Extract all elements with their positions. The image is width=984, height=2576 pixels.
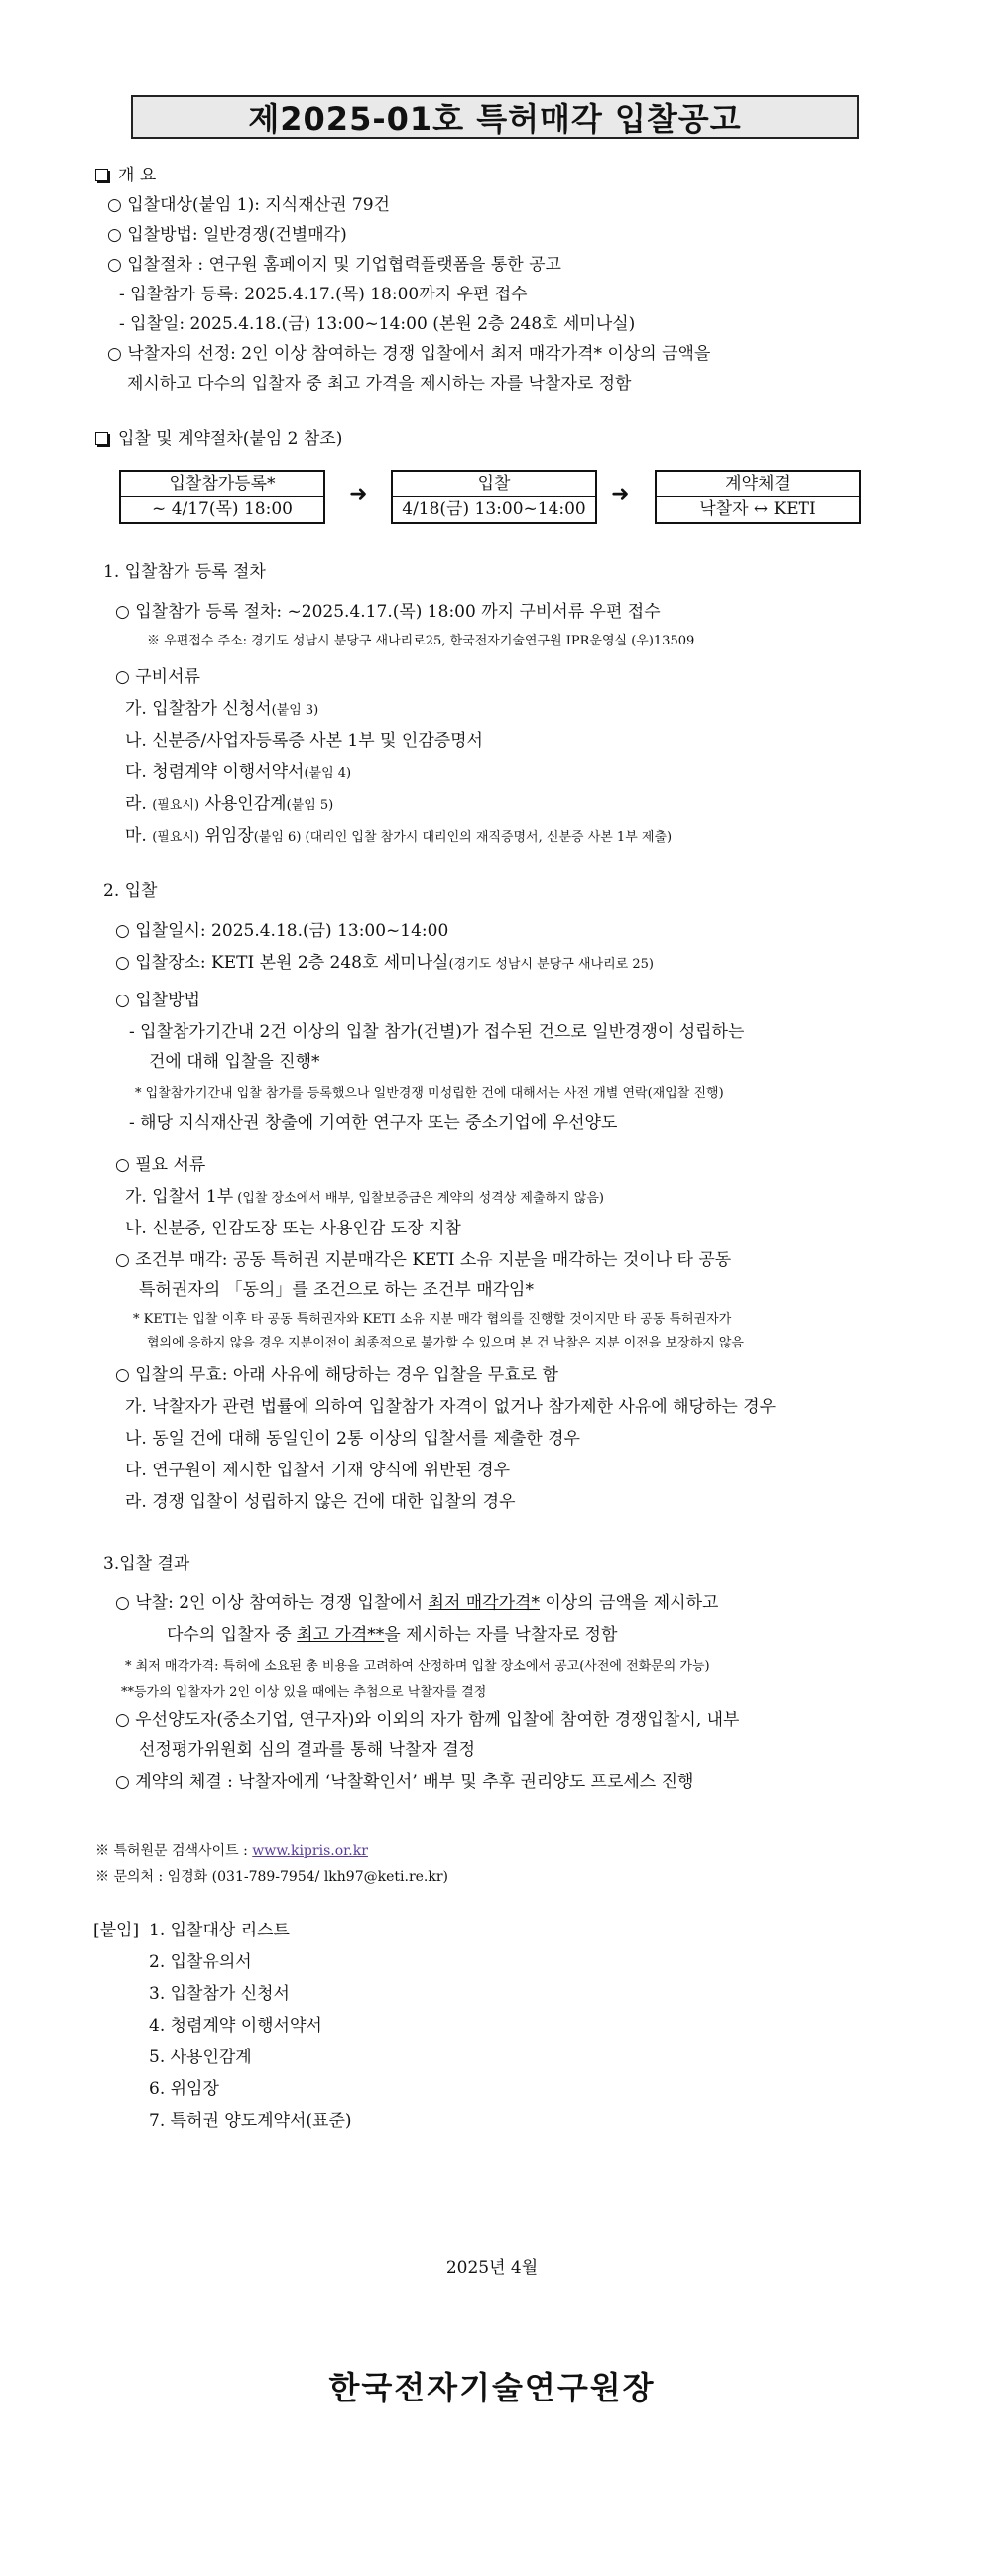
attachment-item: 3. 입찰참가 신청서	[149, 1984, 290, 2004]
section3-heading: 3.입찰 결과	[103, 1554, 190, 1574]
notice-date: 2025년 4월	[445, 2258, 539, 2278]
attachment-item: 7. 특허권 양도계약서(표준)	[149, 2111, 352, 2131]
section1-doc-item: 다. 청렴계약 이행서약서(붙임 4)	[125, 762, 352, 782]
flow-step-date: ~ 4/17(목) 18:00	[152, 499, 293, 519]
section1-registration: ○ 입찰참가 등록 절차: ~2025.4.17.(목) 18:00 까지 구비서류 우편 접수	[115, 602, 661, 622]
attachment-item: 4. 청렴계약 이행서약서	[149, 2016, 322, 2036]
section3-priority-1: ○ 우선양도자(중소기업, 연구자)와 이외의 자가 함께 입찰에 참여한 경쟁입찰시, 내부	[115, 1710, 740, 1730]
section1-docs-heading: ○ 구비서류	[115, 667, 200, 687]
overview-method: ○ 입찰방법: 일반경쟁(건별매각)	[107, 225, 347, 245]
arrow-right-icon: ➜	[349, 482, 368, 507]
overview-winner-line1: ○ 낙찰자의 선정: 2인 이상 참여하는 경쟁 입찰에서 최저 매각가격* 이상의 금액을	[107, 344, 711, 364]
overview-registration: - 입찰참가 등록: 2025.4.17.(목) 18:00까지 우편 접수	[119, 285, 528, 304]
section1-doc-item: 가. 입찰참가 신청서(붙임 3)	[125, 699, 319, 719]
section2-conditional-1: ○ 조건부 매각: 공동 특허권 지분매각은 KETI 소유 지분을 매각하는 것이나 타 공동	[115, 1250, 732, 1270]
section2-invalid-item: 나. 동일 건에 대해 동일인이 2통 이상의 입찰서를 제출한 경우	[125, 1429, 580, 1449]
patent-search-site: ※ 특허원문 검색사이트 : www.kipris.or.kr	[95, 1843, 368, 1859]
square-bullet-icon	[95, 169, 108, 181]
flow-step-title: 계약체결	[657, 472, 859, 497]
attachments-label: [붙임]	[93, 1921, 140, 1940]
section2-method-1: - 입찰참가기간내 2건 이상의 입찰 참가(건별)가 접수된 건으로 일반경쟁이 성립하는	[129, 1022, 745, 1042]
section2-invalid-item: 가. 낙찰자가 관련 법률에 의하여 입찰참가 자격이 없거나 참가제한 사유에 해당하는 경우	[125, 1397, 777, 1417]
attachment-item: 2. 입찰유의서	[149, 1952, 252, 1972]
section2-heading: 2. 입찰	[103, 881, 158, 901]
square-bullet-icon	[95, 432, 108, 445]
page-title: 제2025-01호 특허매각 입찰공고	[131, 95, 859, 139]
flow-step-date: 4/18(금) 13:00~14:00	[402, 499, 586, 519]
section2-date: ○ 입찰일시: 2025.4.18.(금) 13:00~14:00	[115, 921, 449, 941]
overview-bid-date: - 입찰일: 2025.4.18.(금) 13:00~14:00 (본원 2층 248호 세미나실)	[119, 314, 636, 334]
overview-procedure: ○ 입찰절차 : 연구원 홈페이지 및 기업협력플랫폼을 통한 공고	[107, 255, 561, 275]
section1-doc-item: 라. (필요시) 사용인감계(붙임 5)	[125, 794, 334, 814]
section2-docs-heading: ○ 필요 서류	[115, 1155, 206, 1175]
section3-priority-2: 선정평가위원회 심의 결과를 통해 낙찰자 결정	[139, 1740, 476, 1760]
issuing-organization: 한국전자기술연구원장	[328, 2369, 656, 2406]
section2-doc-2: 나. 신분증, 인감도장 또는 사용인감 도장 지참	[125, 1219, 461, 1238]
section3-result-2: 다수의 입찰자 중 최고 가격**을 제시하는 자를 낙찰자로 정함	[167, 1625, 618, 1645]
section2-invalid-item: 다. 연구원이 제시한 입찰서 기재 양식에 위반된 경우	[125, 1461, 511, 1480]
section2-conditional-note-1: * KETI는 입찰 이후 타 공동 특허권자와 KETI 소유 지분 매각 협의를 진행할 것이지만 타 공동 특허권자가	[133, 1312, 732, 1327]
section2-invalid-heading: ○ 입찰의 무효: 아래 사유에 해당하는 경우 입찰을 무효로 함	[115, 1365, 558, 1385]
flow-step-bid	[391, 470, 597, 524]
section3-note-2: **등가의 입찰자가 2인 이상 있을 때에는 추첨으로 낙찰자를 결정	[121, 1685, 487, 1699]
section2-method-note: * 입찰참가기간내 입찰 참가를 등록했으나 일반경쟁 미성립한 건에 대해서는 사전 개별 연락(재입찰 진행)	[135, 1086, 724, 1101]
section3-note-1: * 최저 매각가격: 특허에 소요된 총 비용을 고려하여 산정하며 입찰 장소에서 공고(사전에 전화문의 가능)	[125, 1659, 710, 1674]
flow-step-title: 입찰	[393, 472, 595, 497]
section1-heading: 1. 입찰참가 등록 절차	[103, 562, 266, 582]
overview-winner-line2: 제시하고 다수의 입찰자 중 최고 가격을 제시하는 자를 낙찰자로 정함	[127, 374, 632, 394]
attachment-item: 6. 위임장	[149, 2079, 219, 2099]
section2-conditional-2: 특허권자의 「동의」를 조건으로 하는 조건부 매각임*	[139, 1280, 534, 1300]
section2-conditional-note-2: 협의에 응하지 않을 경우 지분이전이 최종적으로 불가할 수 있으며 본 건 낙찰은 지분 이전을 보장하지 않음	[147, 1336, 744, 1350]
section3-result-1: ○ 낙찰: 2인 이상 참여하는 경쟁 입찰에서 최저 매각가격* 이상의 금액을 제시하고	[115, 1593, 719, 1613]
section1-doc-item: 마. (필요시) 위임장(붙임 6) (대리인 입찰 참가시 대리인의 재직증명서, 신분증 사본 1부 제출)	[125, 826, 673, 846]
flow-step-contract	[655, 470, 861, 524]
flow-step-title: 입찰참가등록*	[121, 472, 323, 497]
section1-doc-item: 나. 신분증/사업자등록증 사본 1부 및 인감증명서	[125, 731, 483, 751]
overview-target: ○ 입찰대상(붙임 1): 지식재산권 79건	[107, 195, 390, 215]
flow-step-parties: 낙찰자 ↔ KETI	[699, 499, 816, 519]
attachment-item: 1. 입찰대상 리스트	[149, 1921, 290, 1940]
section3-contract: ○ 계약의 체결 : 낙찰자에게 ‘낙찰확인서’ 배부 및 추후 권리양도 프로세스 진행	[115, 1772, 694, 1792]
kipris-link[interactable]: www.kipris.or.kr	[252, 1843, 368, 1859]
contact-info: ※ 문의처 : 임경화 (031-789-7954/ lkh97@keti.re.kr)	[95, 1869, 449, 1885]
flow-step-registration	[119, 470, 325, 524]
attachment-item: 5. 사용인감계	[149, 2048, 252, 2067]
section2-invalid-item: 라. 경쟁 입찰이 성립하지 않은 건에 대한 입찰의 경우	[125, 1492, 516, 1512]
section2-method-1b: 건에 대해 입찰을 진행*	[149, 1052, 320, 1072]
section2-method-heading: ○ 입찰방법	[115, 991, 200, 1010]
section2-method-2: - 해당 지식재산권 창출에 기여한 연구자 또는 중소기업에 우선양도	[129, 1113, 618, 1133]
section1-address: ※ 우편접수 주소: 경기도 성남시 분당구 새나리로25, 한국전자기술연구원 IPR운영실 (우)13509	[147, 634, 695, 648]
section2-doc-1: 가. 입찰서 1부 (입찰 장소에서 배부, 입찰보증금은 계약의 성격상 제출하지 않음)	[125, 1187, 604, 1207]
arrow-right-icon: ➜	[611, 482, 630, 507]
section2-place: ○ 입찰장소: KETI 본원 2층 248호 세미나실(경기도 성남시 분당구 새나리로 25)	[115, 953, 654, 973]
procedure-heading: 입찰 및 계약절차(붙임 2 참조)	[95, 428, 342, 450]
overview-heading: 개 요	[95, 165, 156, 186]
